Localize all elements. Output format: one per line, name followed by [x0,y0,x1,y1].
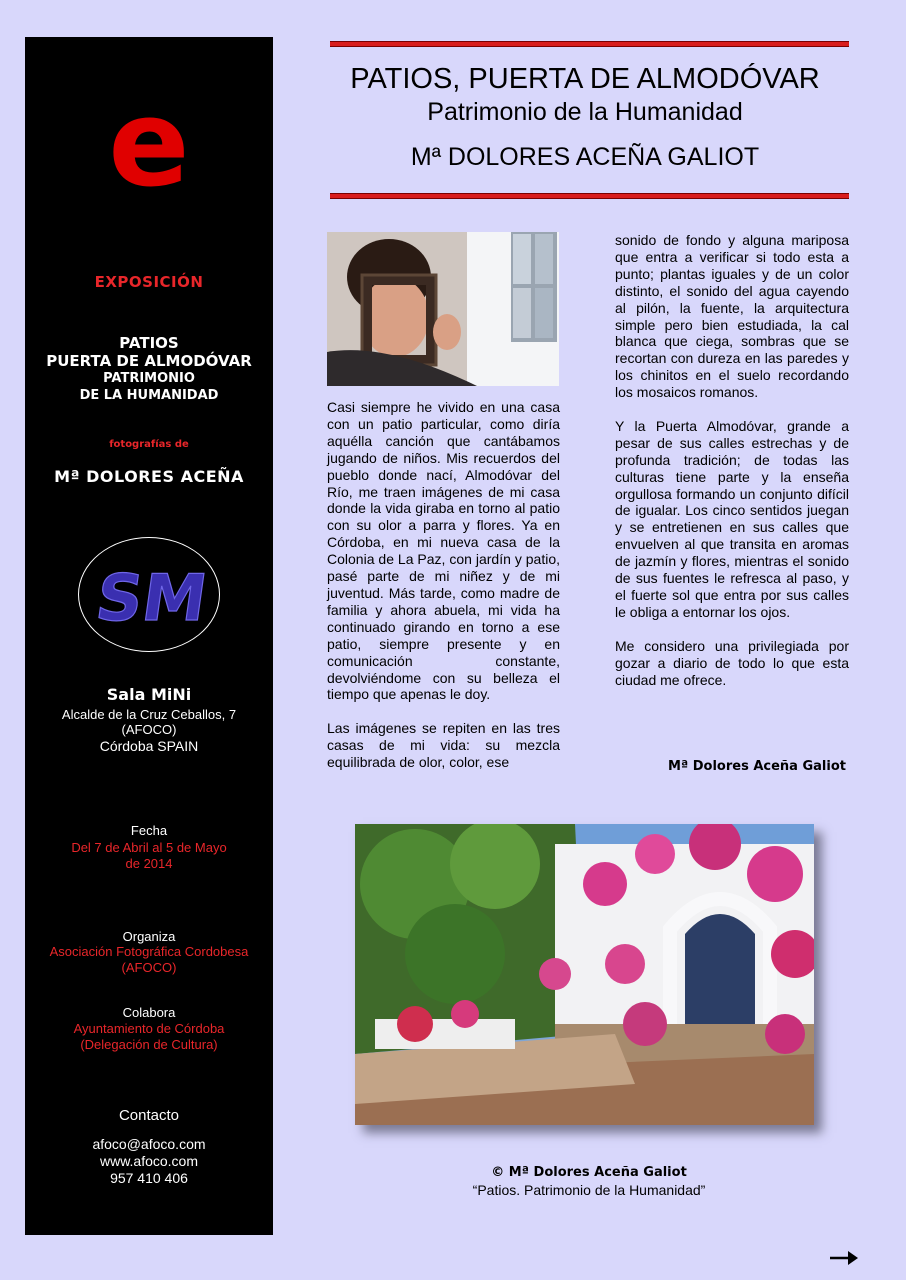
article-signature: Mª Dolores Aceña Galiot [667,759,846,774]
organiza-label: Organiza [122,929,176,944]
article-paragraph-1: Casi siempre he vivido en una casa con un patio particular, como diría aquélla canción que cantábamos jugando de niños. Mis recuerdos del pueblo donde nací, Almodóvar del Río, me traen imágenes de mi casa donde la vida giraba en torno al patio con su olor a parra y flores. Ya en Córdoba, en mi nueva casa de la Colonia de La Paz, con jardín y patio, pasé parte de mi niñez y de mi juventud. Más tarde, como madre de familia y ahora abuela, mi vida ha continuado girando en torno a ese patio, siempre presente y en comunicación constante, devolviéndome con su belleza el tiempo que apenas le doy. [327,399,560,703]
colabora-line1: Ayuntamiento de Córdoba [73,1021,225,1036]
article-paragraph-4: Y la Puerta Almodóvar, grande a pesar de sus calles estrechas y de profunda tradición; de todas las culturas tiene parte y la enseña orgullosa formando un conjunto difícil de igualar. Los cinco sentidos juegan y se entretienen en sus calles que envuelven al que transita en aromas de jazmín y flores, mientras el sonido de sus fuentes le refresca al paso, y el fuerte sol que entra por sus calles le obliga a entornar los ojos. [615,417,849,620]
author-portrait-photo [327,232,559,386]
organiza-value [25,944,273,976]
fecha-line2: de 2014 [125,856,173,871]
address-line1: Alcalde de la Cruz Ceballos, 7 [61,707,237,722]
photo-caption: “Patios. Patrimonio de la Humanidad” [472,1182,706,1198]
fecha-label: Fecha [130,823,168,838]
fecha-value [25,840,273,872]
page-title: PATIOS, PUERTA DE ALMODÓVAR [350,63,820,95]
contact-email[interactable]: afoco@afoco.com [92,1136,206,1152]
article-paragraph-2: Las imágenes se repiten en las tres casas de mi vida: su mezcla equilibrada de olor, color, ese [327,720,560,771]
title-line3: PATRIMONIO [103,371,195,386]
article-column-right [615,232,849,705]
venue-name: Sala MiNi [106,685,192,704]
next-page-button[interactable] [828,1248,860,1268]
colabora-line2: (Delegación de Cultura) [80,1037,218,1052]
organiza-line1: Asociación Fotográfica Cordobesa [49,944,249,959]
title-line1: PATIOS [119,334,179,352]
venue-address [25,707,273,737]
address-line2: (AFOCO) [121,722,177,737]
contacto-label: Contacto [118,1107,180,1124]
photo-credit: © Mª Dolores Aceña Galiot [491,1165,687,1180]
title-line4: DE LA HUMANIDAD [79,388,219,403]
sidebar-author: Mª DOLORES ACEÑA [54,467,244,486]
top-red-rule [330,41,849,47]
venue-city: Córdoba SPAIN [99,738,199,754]
page-subtitle: Patrimonio de la Humanidad [427,98,743,126]
colabora-value [25,1021,273,1053]
fecha-line1: Del 7 de Abril al 5 de Mayo [71,840,227,855]
sm-logo-text: SM [91,561,212,636]
right-arrow-icon [828,1248,860,1268]
title-line2: PUERTA DE ALMODÓVAR [46,352,252,370]
page-author: Mª DOLORES ACEÑA GALIOT [410,143,760,171]
sidebar [25,37,273,1235]
contact-phone: 957 410 406 [110,1170,188,1186]
fotografias-label: fotografías de [109,439,189,450]
contact-website[interactable]: www.afoco.com [99,1153,199,1169]
article-column-left [327,399,560,788]
exhibition-title [25,334,273,404]
article-paragraph-3: sonido de fondo y alguna mariposa que entra a verificar si todo esta a punto; plantas iguales y de un color distinto, el sonido del agua cayendo al pilón, la fuente, la arquitectura simple pero bien estudiada, la cal blanca que ciega, sombras que se recortan con dureza en las paredes y los chinitos en el suelo recordando los mosaicos romanos. [615,232,849,401]
sm-logo [78,537,220,652]
colabora-label: Colabora [122,1005,176,1020]
logo-e: e [108,75,190,214]
article-paragraph-5: Me considero una privilegiada por gozar a diario de todo lo que esta ciudad me ofrece. [615,637,849,688]
patio-photo [355,824,814,1125]
bottom-red-rule [330,193,849,199]
organiza-line2: (AFOCO) [121,960,177,975]
exposicion-label: EXPOSICIÓN [94,273,204,291]
contact-info [25,1136,273,1187]
